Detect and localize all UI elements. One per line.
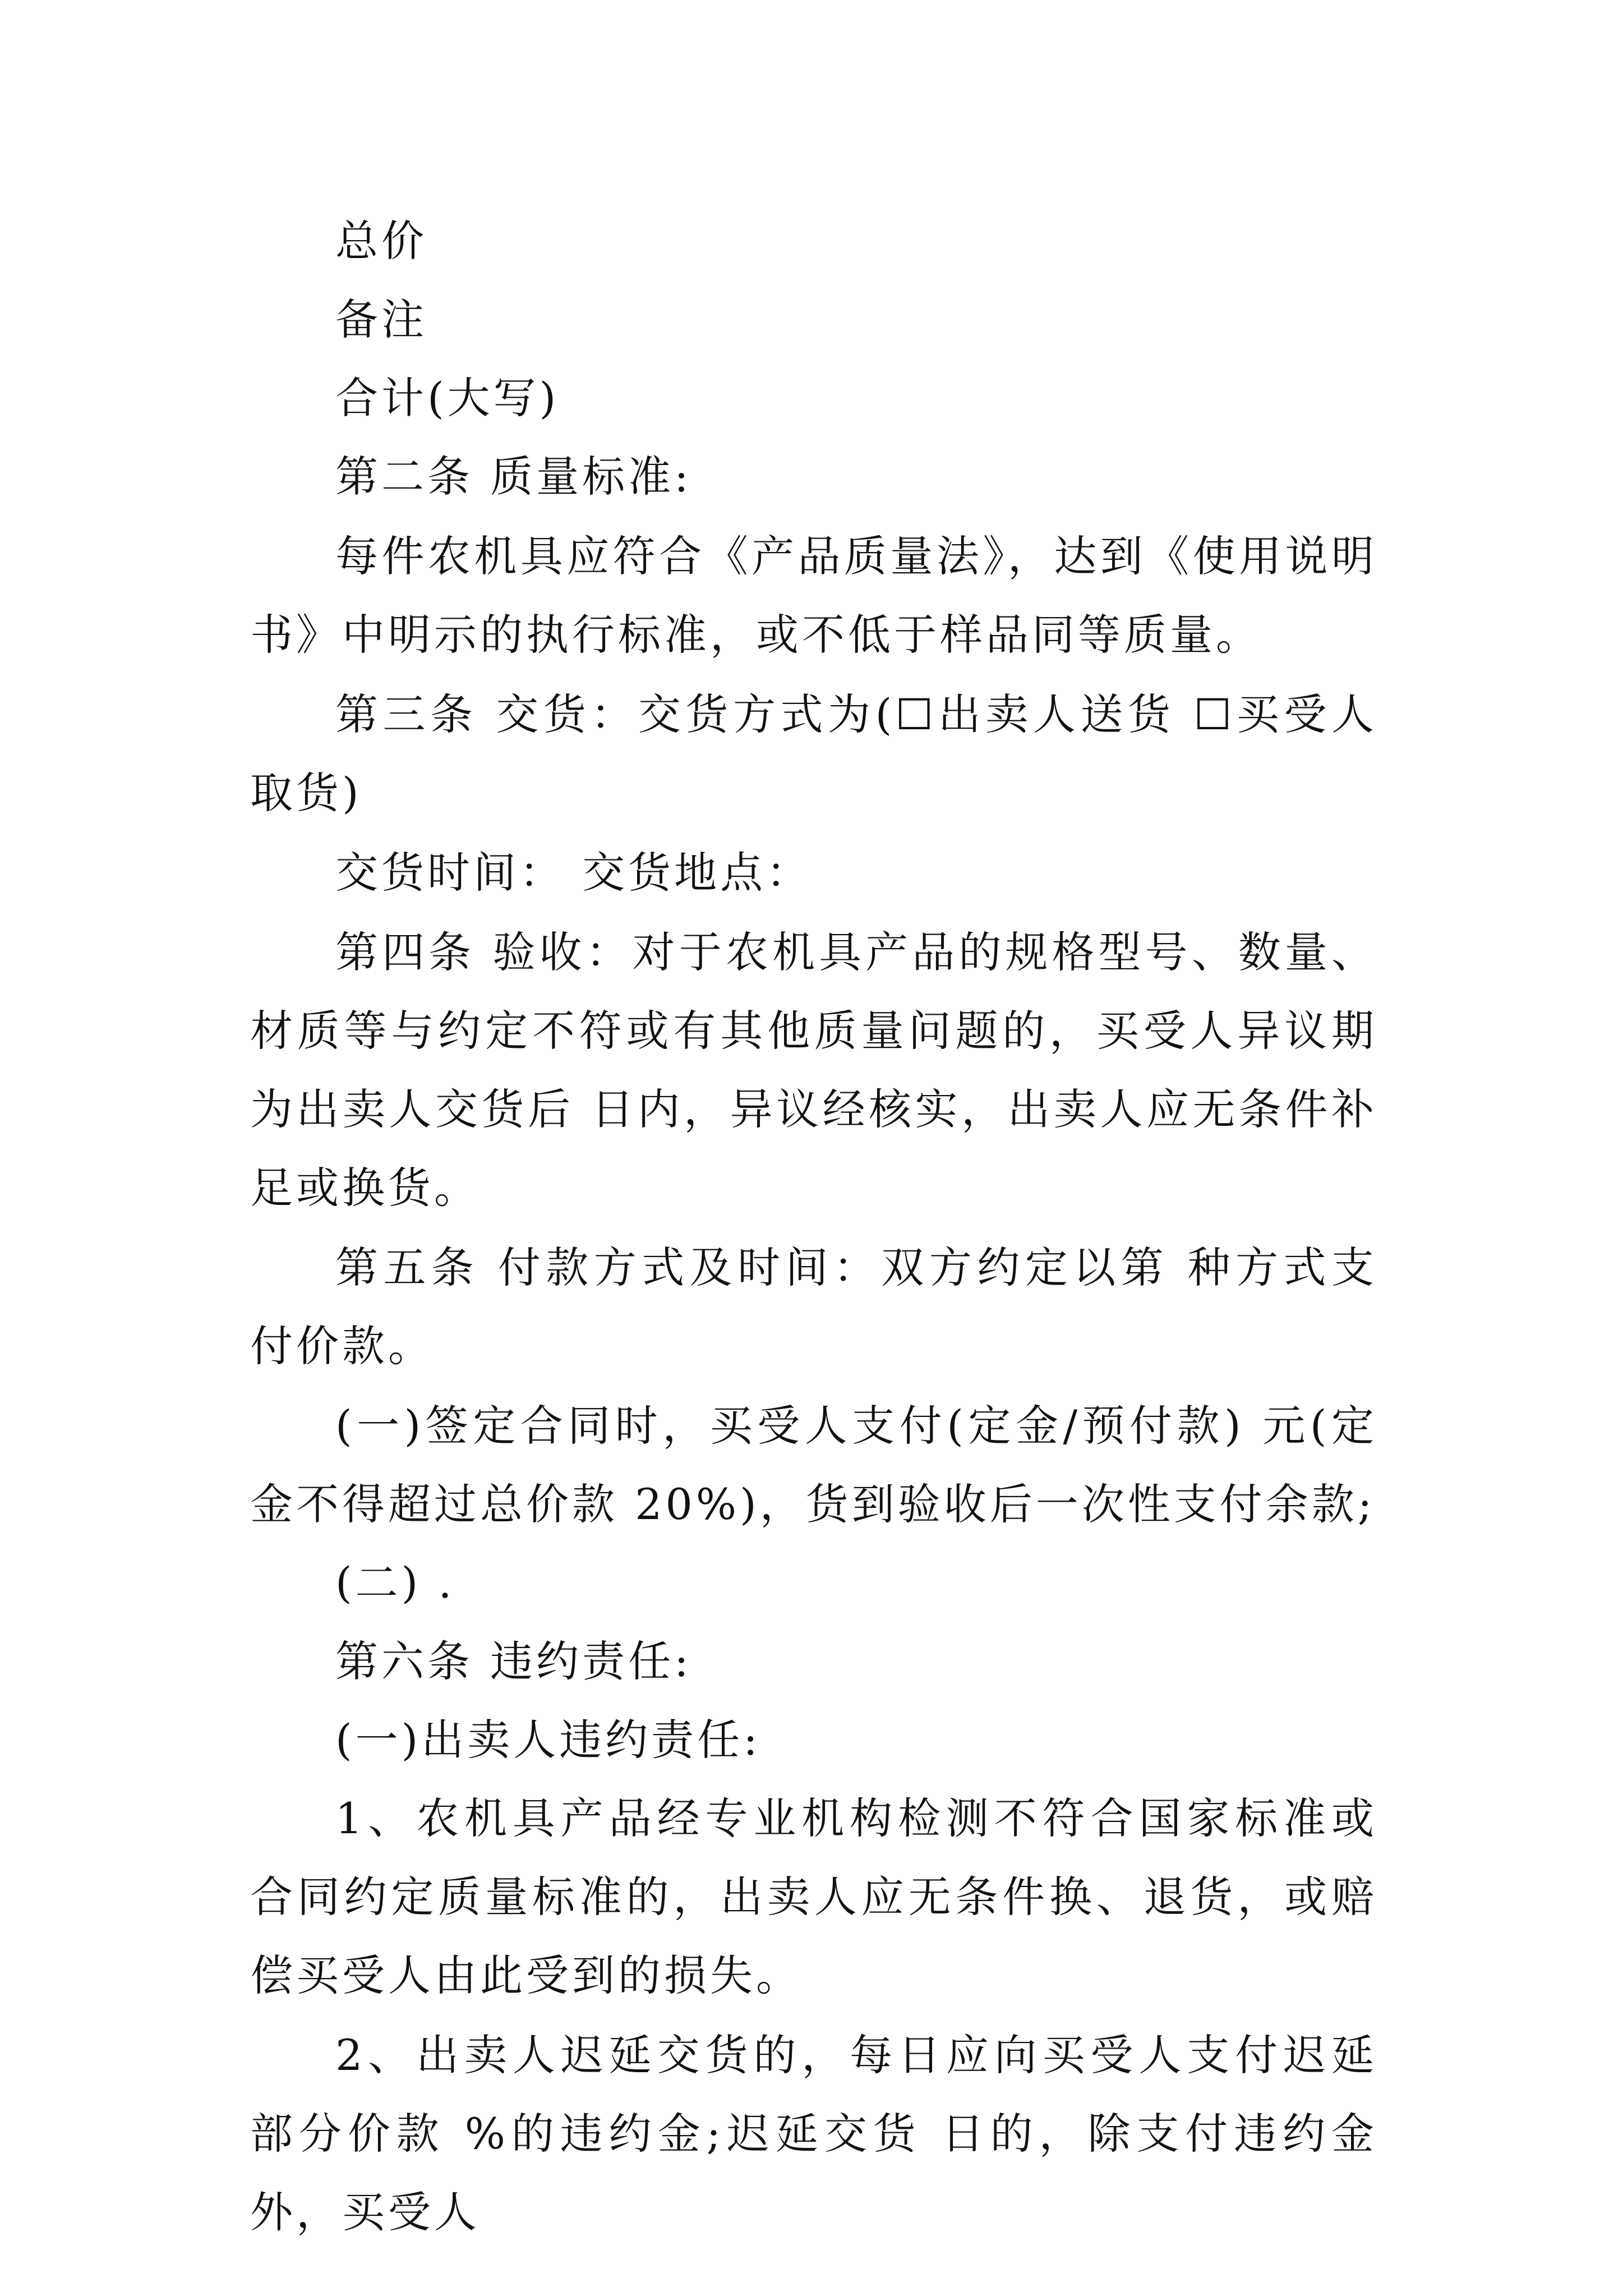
- article-6-heading: 第六条 违约责任:: [335, 1636, 692, 1686]
- delivery-time-place: 交货时间： 交货地点：: [335, 848, 813, 898]
- seller-liability-heading: (一)出卖人违约责任:: [335, 1715, 761, 1765]
- payment-option-1: (一)签定合同时，买受人支付(定金/预付款) 元(定金不得超过总价款 20%)，货到验收后一次性支付余款;: [250, 1401, 1377, 1529]
- document-body: [250, 202, 1377, 2252]
- payment-option-2: (二) .: [335, 1558, 455, 1608]
- seller-liability-1: 1、农机具产品经专业机构检测不符合国家标准或合同约定质量标准的，出卖人应无条件换、退货，或赔偿买受人由此受到的损失。: [250, 1793, 1377, 2000]
- seller-liability-2: 2、出卖人迟延交货的，每日应向买受人支付迟延部分价款 %的违约金;迟延交货 日的，除支付违约金外，买受人: [250, 2030, 1377, 2237]
- paragraph-total-price: 总价: [335, 216, 427, 266]
- article-2-body: 每件农机具应符合《产品质量法》，达到《使用说明书》中明示的执行标准，或不低于样品同等质量。: [250, 531, 1377, 660]
- article-4-acceptance: 第四条 验收：对于农机具产品的规格型号、数量、材质等与约定不符或有其他质量问题的，买受人异议期为出卖人交货后 日内，异议经核实，出卖人应无条件补足或换货。: [250, 927, 1377, 1213]
- paragraph-remarks: 备注: [335, 295, 427, 344]
- paragraph-total-uppercase: 合计(大写): [335, 373, 560, 423]
- article-3-delivery: 第三条 交货：交货方式为(☐出卖人送货 ☐买受人取货): [250, 689, 1377, 818]
- article-5-payment: 第五条 付款方式及时间：双方约定以第 种方式支付价款。: [250, 1243, 1377, 1371]
- article-2-heading: 第二条 质量标准:: [335, 452, 692, 501]
